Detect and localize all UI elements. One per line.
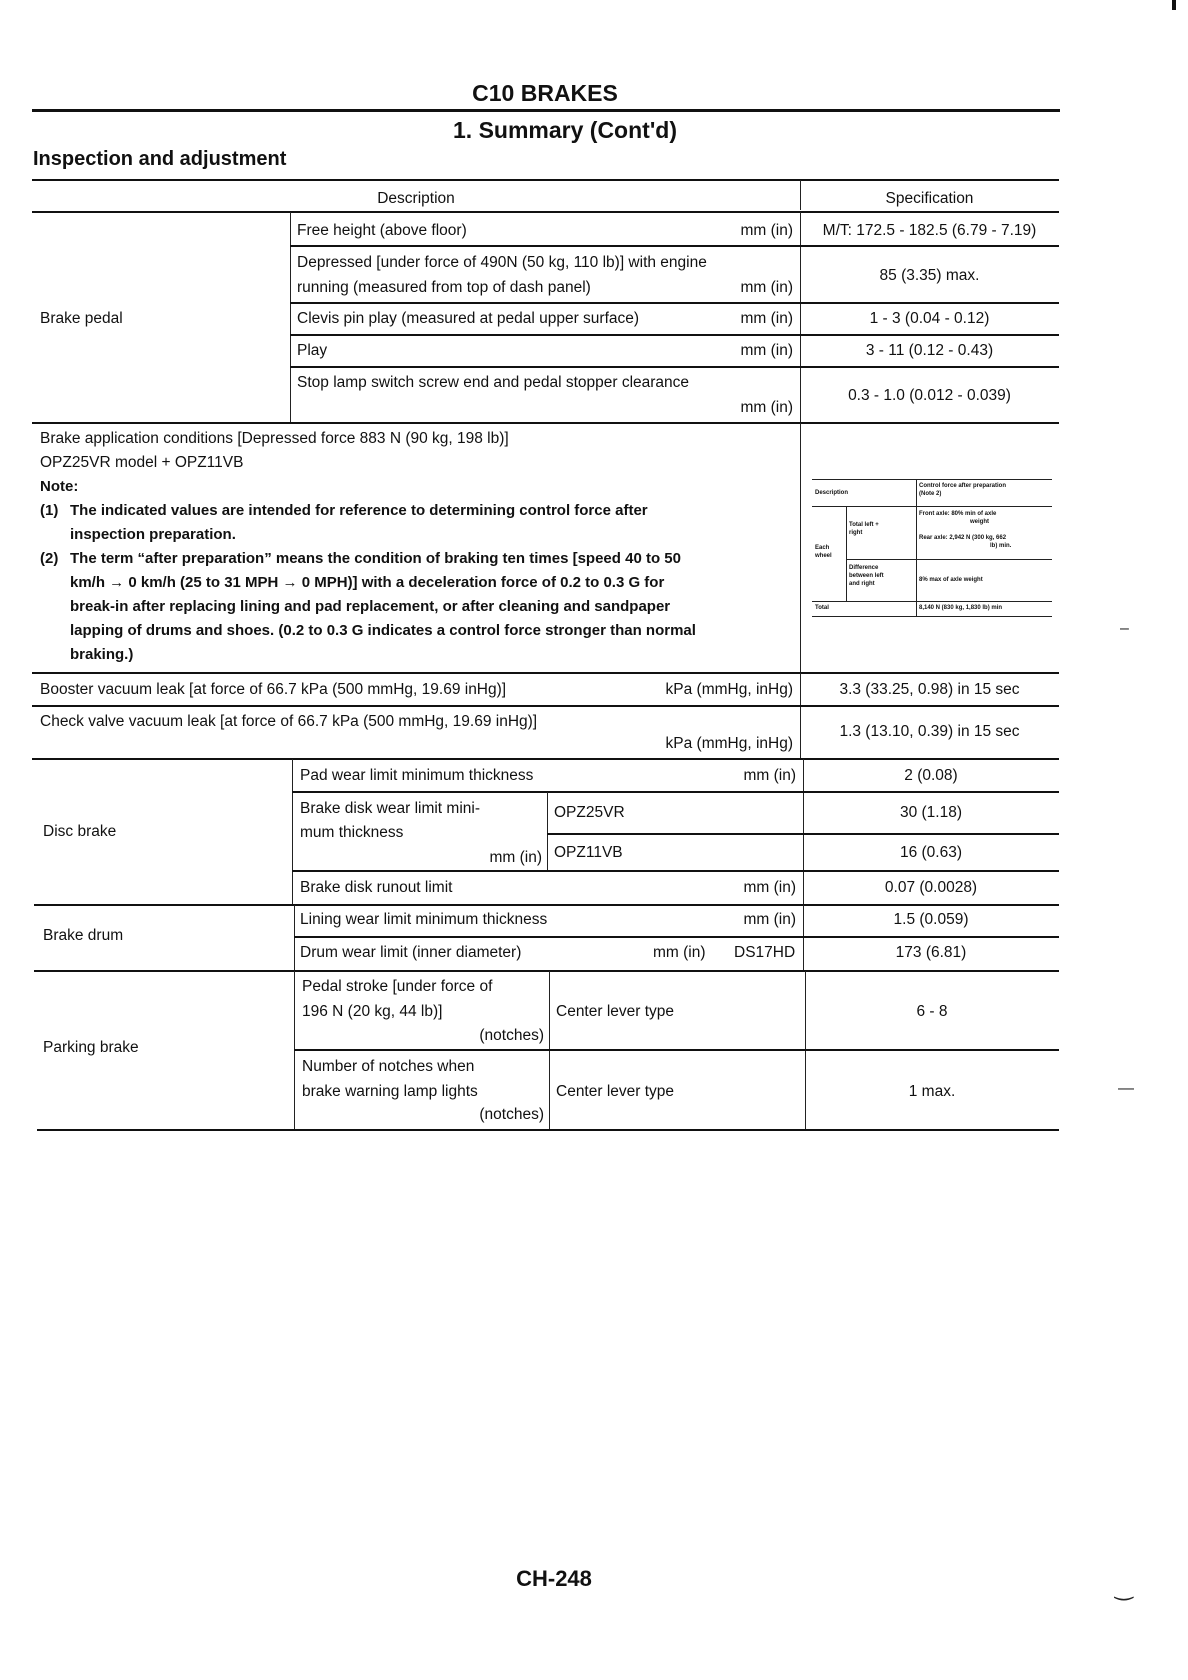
notches-desc-l2: brake warning lamp lights	[302, 1083, 478, 1100]
notches-unit: (notches)	[479, 1106, 544, 1123]
disk-spec-opz11vb: 16 (0.63)	[899, 844, 963, 861]
mini-difference-l1: Difference	[849, 565, 879, 571]
mini-difference-value: 8% max of axle weight	[919, 577, 983, 583]
clevis-unit: mm (in)	[740, 310, 793, 327]
runout-spec: 0.07 (0.0028)	[884, 879, 978, 896]
runout-unit: mm (in)	[743, 879, 796, 896]
mini-control-force-l2: (Note 2)	[919, 491, 942, 497]
booster-spec: 3.3 (33.25, 0.98) in 15 sec	[839, 681, 1020, 698]
mini-total-value: 8,140 N (830 kg, 1,830 lb) min	[919, 605, 1003, 611]
mini-rear-axle-l2: lb) min.	[990, 543, 1012, 549]
lining-wear-desc: Lining wear limit minimum thickness	[300, 911, 548, 928]
play-desc: Play	[297, 342, 328, 359]
drum-wear-model: DS17HD	[734, 944, 796, 961]
note2-line1: The term “after preparation” means the condition of braking ten times [speed 40 to 50	[70, 550, 681, 567]
stop-lamp-spec: 0.3 - 1.0 (0.012 - 0.039)	[848, 387, 1011, 404]
column-header-description: Description	[377, 190, 455, 207]
drum-wear-desc: Drum wear limit (inner diameter)	[300, 944, 522, 961]
application-line2: OPZ25VR model + OPZ11VB	[40, 454, 244, 471]
mini-total-lr-l1: Total left +	[849, 522, 879, 528]
drum-wear-spec: 173 (6.81)	[895, 944, 967, 961]
mini-description: Description	[815, 490, 849, 496]
note2-line3: break-in after replacing lining and pad replacement, or after cleaning and sandpaper	[70, 598, 671, 615]
note1-line2: inspection preparation.	[70, 526, 236, 543]
mini-front-axle-l1: Front axle: 80% min of axle	[919, 511, 997, 517]
pedal-stroke-desc-l2: 196 N (20 kg, 44 lb)]	[302, 1003, 443, 1020]
check-valve-spec: 1.3 (13.10, 0.39) in 15 sec	[839, 723, 1020, 740]
stop-lamp-unit: mm (in)	[740, 399, 793, 416]
mini-total-lr-l2: right	[849, 530, 863, 536]
notches-desc-l1: Number of notches when	[302, 1058, 475, 1075]
depressed-desc-line2: running (measured from top of dash panel)	[297, 279, 591, 296]
note2-number: (2)	[40, 550, 59, 567]
depressed-spec: 85 (3.35) max.	[879, 267, 980, 284]
note2-line2: km/h → 0 km/h (25 to 31 MPH → 0 MPH)] with a deceleration force of 0.2 to 0.3 G for	[70, 574, 665, 591]
pedal-stroke-desc-l1: Pedal stroke [under force of	[302, 978, 493, 995]
disk-wear-unit: mm (in)	[489, 849, 542, 866]
mini-each-wheel-l2: wheel	[815, 553, 832, 559]
stop-lamp-desc: Stop lamp switch screw end and pedal stopper clearance	[297, 374, 690, 391]
column-header-specification: Specification	[885, 190, 974, 207]
pedal-stroke-type: Center lever type	[556, 1003, 675, 1020]
disk-model-opz25vr: OPZ25VR	[554, 804, 625, 821]
drum-wear-unit: mm (in)	[653, 944, 706, 961]
free-height-unit: mm (in)	[740, 222, 793, 239]
parking-brake-label: Parking brake	[43, 1039, 139, 1056]
depressed-desc: Depressed [under force of 490N (50 kg, 110 lb)] with engine	[297, 254, 707, 271]
disk-wear-desc-l2: mum thickness	[300, 824, 404, 841]
check-valve-unit: kPa (mmHg, inHg)	[665, 735, 793, 752]
play-unit: mm (in)	[740, 342, 793, 359]
notches-spec: 1 max.	[908, 1083, 956, 1100]
note2-line5: braking.)	[70, 646, 134, 663]
lining-wear-spec: 1.5 (0.059)	[893, 911, 969, 928]
mini-control-force-l1: Control force after preparation	[919, 483, 1007, 489]
page-number: CH-248	[516, 1566, 592, 1591]
pedal-stroke-spec: 6 - 8	[916, 1003, 948, 1020]
application-line1: Brake application conditions [Depressed force 883 N (90 kg, 198 lb)]	[40, 430, 509, 447]
play-spec: 3 - 11 (0.12 - 0.43)	[865, 342, 994, 359]
brake-drum-label: Brake drum	[43, 927, 124, 944]
pad-wear-desc: Pad wear limit minimum thickness	[300, 767, 534, 784]
brake-pedal-label: Brake pedal	[40, 310, 123, 327]
pedal-stroke-unit: (notches)	[479, 1027, 544, 1044]
disk-spec-opz25vr: 30 (1.18)	[899, 804, 963, 821]
pad-wear-unit: mm (in)	[743, 767, 796, 784]
scan-mark	[1172, 0, 1176, 10]
scan-mark: —	[1118, 1080, 1134, 1097]
disk-model-opz11vb: OPZ11VB	[554, 844, 623, 861]
booster-unit: kPa (mmHg, inHg)	[665, 681, 793, 698]
clevis-desc: Clevis pin play (measured at pedal upper surface)	[297, 310, 640, 327]
note1-line1: The indicated values are intended for reference to determining control force after	[70, 502, 648, 519]
runout-desc: Brake disk runout limit	[300, 879, 453, 896]
booster-desc: Booster vacuum leak [at force of 66.7 kPa (500 mmHg, 19.69 inHg)]	[40, 681, 507, 698]
lining-wear-unit: mm (in)	[743, 911, 796, 928]
note2-line4: lapping of drums and shoes. (0.2 to 0.3 G indicates a control force stronger than normal	[70, 622, 696, 639]
scan-mark: –	[1120, 620, 1129, 637]
header-rule	[32, 109, 1060, 112]
subsection-title: 1. Summary (Cont'd)	[453, 117, 677, 143]
free-height-spec: M/T: 172.5 - 182.5 (6.79 - 7.19)	[822, 222, 1037, 239]
clevis-spec: 1 - 3 (0.04 - 0.12)	[869, 310, 990, 327]
page-heading: Inspection and adjustment	[33, 148, 287, 170]
notches-type: Center lever type	[556, 1083, 675, 1100]
note-label: Note:	[40, 478, 79, 495]
mini-each-wheel-l1: Each	[815, 545, 830, 551]
note1-number: (1)	[40, 502, 59, 519]
disc-brake-label: Disc brake	[43, 823, 117, 840]
mini-front-axle-l2: weight	[970, 519, 989, 525]
check-valve-desc: Check valve vacuum leak [at force of 66.7 kPa (500 mmHg, 19.69 inHg)]	[40, 713, 538, 730]
mini-total: Total	[815, 605, 829, 611]
scan-mark: ‿	[1115, 1575, 1133, 1600]
free-height-desc: Free height (above floor)	[297, 222, 467, 239]
pad-wear-spec: 2 (0.08)	[904, 767, 958, 784]
mini-rear-axle-l1: Rear axle: 2,942 N (300 kg, 662	[919, 535, 1007, 541]
disk-wear-desc-l1: Brake disk wear limit mini-	[300, 800, 481, 817]
mini-difference-l2: between left	[849, 573, 884, 579]
section-title: C10 BRAKES	[472, 80, 618, 106]
depressed-unit: mm (in)	[740, 279, 793, 296]
mini-difference-l3: and right	[849, 581, 875, 587]
